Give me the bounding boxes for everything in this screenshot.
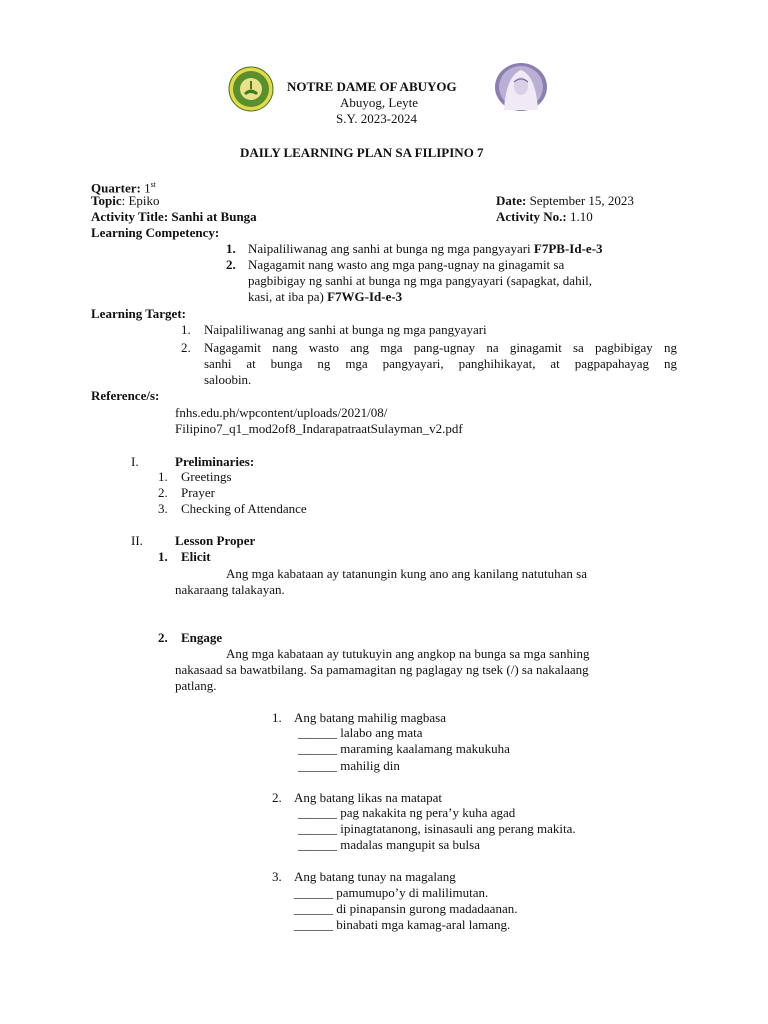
activity-no-label: Activity No.: [496, 209, 567, 224]
engage-text-line: patlang. [175, 678, 217, 693]
list-item-number: 2. [158, 485, 168, 500]
reference-link[interactable]: fnhs.edu.ph/wpcontent/uploads/2021/08/ [175, 405, 388, 420]
competency-item-number: 2. [226, 257, 236, 272]
answer-option: ______ di pinapansin gurong madadaanan. [294, 901, 518, 916]
date-line [496, 193, 634, 209]
subsection-number: 2. [158, 630, 168, 645]
section-title-preliminaries: Preliminaries: [175, 454, 255, 469]
competency-heading: Learning Competency: [91, 225, 220, 240]
topic-label: Topic [91, 193, 122, 208]
competency-item-text: kasi, at iba pa) [248, 289, 328, 304]
question-number: 1. [272, 710, 282, 725]
subsection-number: 1. [158, 549, 168, 564]
school-location: Abuyog, Leyte [340, 95, 418, 110]
engage-text-line: Ang mga kabataan ay tutukuyin ang angkop na bunga sa mga sanhing [226, 646, 590, 661]
school-year: S.Y. 2023-2024 [336, 111, 418, 126]
quarter-label: Quarter: [91, 180, 141, 196]
date-label: Date: [496, 193, 527, 208]
question-text: Ang batang tunay na magalang [294, 869, 456, 884]
list-item-text: Prayer [181, 485, 215, 500]
competency-item-line: Nagagamit nang wasto ang mga pang-ugnay na ginagamit sa [248, 257, 565, 272]
competency-code: F7PB-Id-e-3 [533, 241, 603, 256]
competency-item-line: pagbibigay ng sanhi at bunga ng mga pangyayari (sapagkat, dahil, [248, 273, 593, 288]
topic-line [91, 193, 160, 209]
answer-option: ______ mahilig din [298, 758, 400, 773]
school-name: NOTRE DAME OF ABUYOG [287, 79, 457, 94]
activity-title-label: Activity Title: [91, 209, 169, 224]
quarter-superscript: st [150, 180, 156, 189]
engage-text-line: nakasaad sa bawatbilang. Sa pamamagitan ng paglagay ng tsek (/) sa nakalaang [175, 662, 589, 677]
section-title-lesson-proper: Lesson Proper [175, 533, 256, 548]
activity-title-value: Sanhi at Bunga [171, 209, 257, 224]
list-item-text: Checking of Attendance [181, 501, 307, 516]
reference-link[interactable]: Filipino7_q1_mod2of8_IndarapatraatSulayman_v2.pdf [175, 421, 463, 436]
target-item-line: Nagagamit nang wasto ang mga pang-ugnay na ginagamit sa pagbibigay ng [204, 340, 677, 355]
section-numeral: I. [131, 454, 139, 469]
topic-value: : Epiko [121, 193, 160, 208]
section-numeral: II. [131, 533, 143, 548]
elicit-text-line: nakaraang talakayan. [175, 582, 285, 597]
list-item-number: 3. [158, 501, 168, 516]
activity-no-value: 1.10 [570, 209, 593, 224]
answer-option: ______ ipinagtatanong, isinasauli ang perang makita. [298, 821, 576, 836]
competency-item-number: 1. [226, 241, 236, 256]
reference-heading: Reference/s: [91, 388, 160, 403]
subsection-title-elicit: Elicit [181, 549, 211, 564]
question-number: 3. [272, 869, 282, 884]
school-seal-logo [228, 66, 274, 112]
competency-code: F7WG-Id-e-3 [327, 289, 403, 304]
question-number: 2. [272, 790, 282, 805]
competency-item [248, 241, 603, 257]
date-value: September 15, 2023 [529, 193, 634, 208]
question-text: Ang batang mahilig magbasa [294, 710, 446, 725]
target-item-number: 1. [181, 322, 191, 337]
answer-option: ______ pag nakakita ng pera’y kuha agad [298, 805, 516, 820]
list-item-number: 1. [158, 469, 168, 484]
target-item-line: saloobin. [204, 372, 252, 387]
target-heading: Learning Target: [91, 306, 186, 321]
list-item-text: Greetings [181, 469, 232, 484]
target-item-number: 2. [181, 340, 191, 355]
target-item-text: Naipaliliwanag ang sanhi at bunga ng mga pangyayari [204, 322, 487, 337]
competency-item-text: Naipaliliwanag ang sanhi at bunga ng mga pangyayari [248, 241, 534, 256]
answer-option: ______ maraming kaalamang makukuha [298, 741, 510, 756]
quarter-value: 1 [144, 180, 151, 196]
activity-title-line [91, 209, 257, 225]
target-item-line: sanhi at bunga ng mga pangyayari, panghihikayat, at pagpapahayag ng [204, 356, 677, 371]
answer-option: ______ binabati mga kamag-aral lamang. [294, 917, 511, 932]
answer-option: ______ lalabo ang mata [298, 725, 423, 740]
madonna-portrait-image [494, 62, 548, 112]
answer-option: ______ madalas mangupit sa bulsa [298, 837, 480, 852]
answer-option: ______ pamumupo’y di malilimutan. [294, 885, 489, 900]
document-title: DAILY LEARNING PLAN SA FILIPINO 7 [240, 145, 484, 160]
question-text: Ang batang likas na matapat [294, 790, 443, 805]
activity-no-line [496, 209, 593, 225]
elicit-text-line: Ang mga kabataan ay tatanungin kung ano ang kanilang natutuhan sa [226, 566, 588, 581]
subsection-title-engage: Engage [181, 630, 223, 645]
competency-item-line [248, 289, 402, 305]
